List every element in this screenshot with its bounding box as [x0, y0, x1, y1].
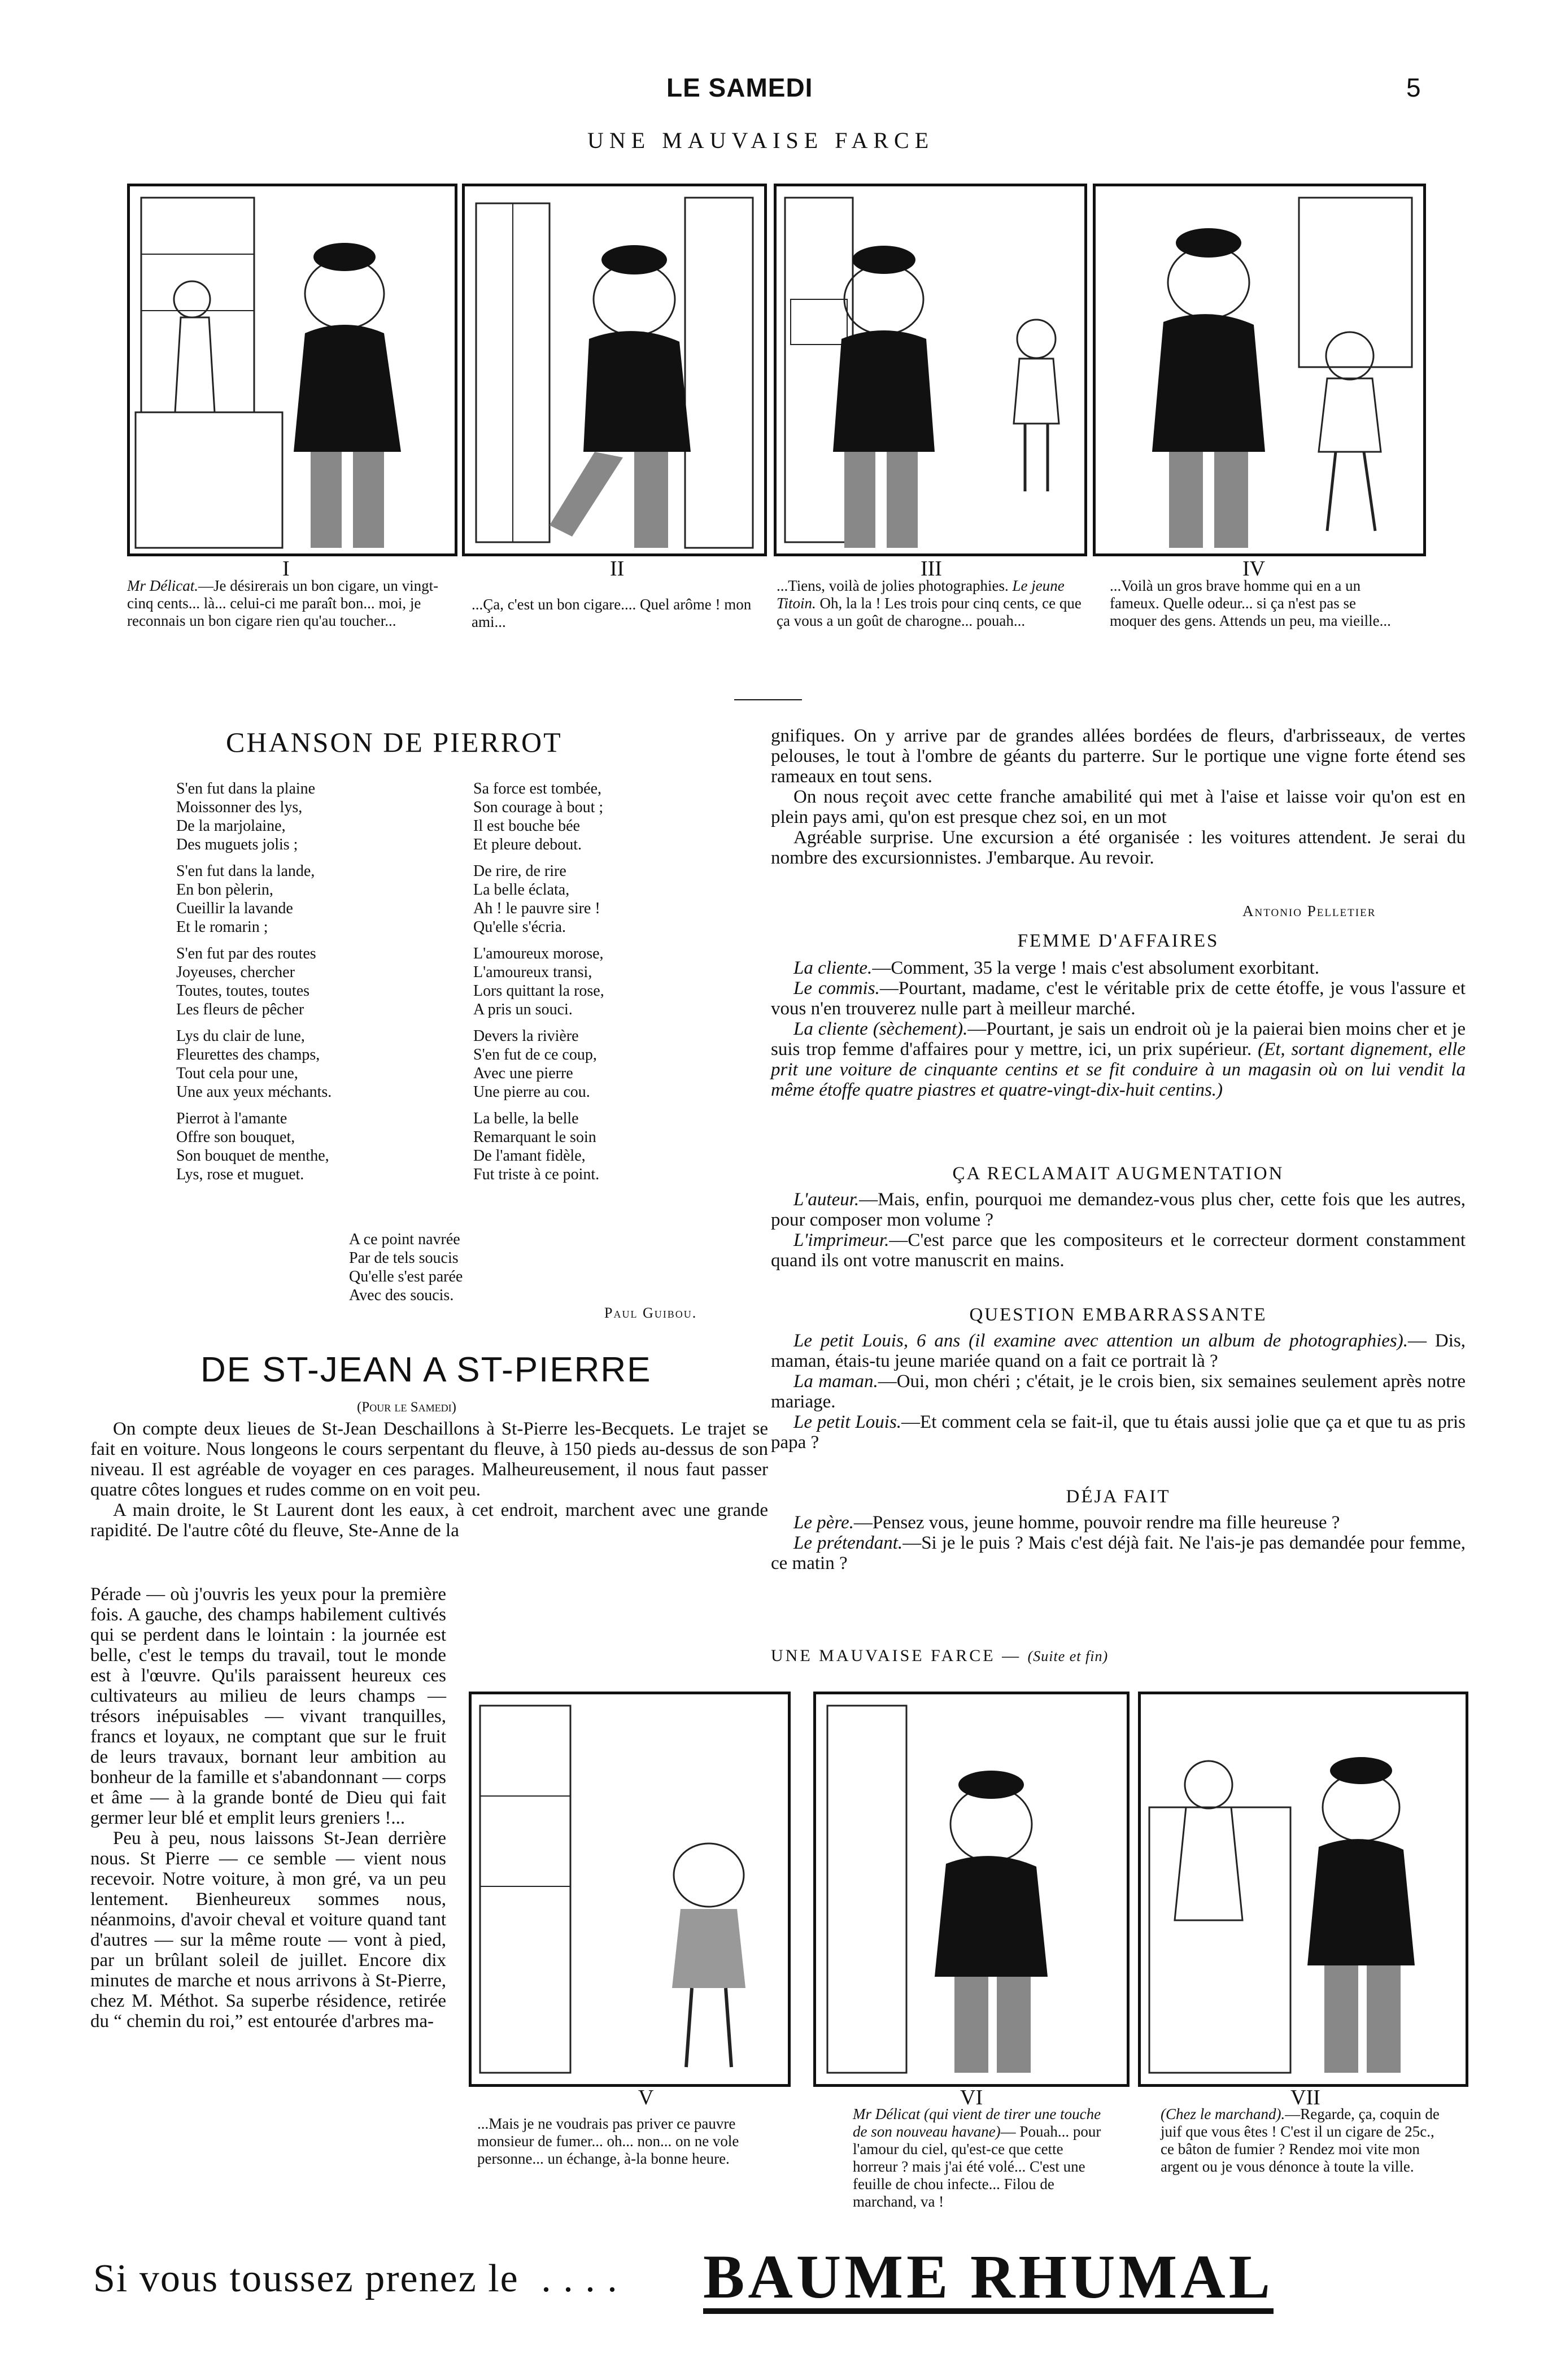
stjean-paragraph-4: On nous reçoit avec cette franche amabilité qui met à l'aise et laisse voir qu'on est en plein pays ami, qu'on est presque chez soi, en un mot: [771, 787, 1466, 827]
poem-line: Lors quittant la rose,: [473, 982, 604, 1000]
poem-line: Cueillir la lavande: [176, 900, 293, 917]
comic-strip-2-title: [771, 1646, 1108, 1666]
femme-line: [771, 1019, 1466, 1100]
poem-line: Toutes, toutes, toutes: [176, 982, 310, 1000]
poem-line: Son courage à bout ;: [473, 799, 604, 816]
advert-tagline: [93, 2256, 618, 2301]
femme-text: —Comment, 35 la verge ! mais c'est absolument exorbitant.: [872, 958, 1319, 978]
panel-6-speaker: Mr Délicat (qui vient de tirer une touche de son nouveau havane): [853, 2106, 1101, 2140]
ca-title: ÇA RECLAMAIT AUGMENTATION: [952, 1163, 1284, 1184]
femme-title: FEMME D'AFFAIRES: [1017, 931, 1219, 951]
ca-speaker: L'imprimeur.: [793, 1230, 889, 1250]
panel-4-caption: ...Voilà un gros brave homme qui en a un fameux. Quelle odeur... si ça n'est pas se moquer des gens. Attends un peu, ma vieille...: [1110, 577, 1391, 629]
poem-line: L'amoureux morose,: [473, 945, 604, 962]
femme-line: [771, 958, 1466, 978]
poem-line: Les fleurs de pêcher: [176, 1001, 304, 1018]
femme-dialogue: [771, 958, 1466, 1100]
question-title: QUESTION EMBARRASSANTE: [969, 1305, 1267, 1325]
poem-line: Et le romarin ;: [176, 918, 268, 936]
chanson-author: Paul Guibou.: [604, 1305, 697, 1321]
question-line: [771, 1371, 1466, 1412]
poem-line: Il est bouche bée: [473, 817, 580, 835]
panel-5-number: V: [638, 2086, 654, 2109]
chanson-col1-stanza: [176, 1027, 459, 1101]
stjean-paragraph-1: On compte deux lieues de St-Jean Deschaillons à St-Pierre les-Becquets. Le trajet se fait en voiture. Nous longeons le cours serpentant du fleuve, à 150 pieds au-dessus de son niveau. Il est agréable de voyager en ces parages. Malheureusement, il nous faut passer quatre côtes longues et rudes comme on en voit peu.: [90, 1419, 768, 1500]
chanson-col1-stanza: [176, 944, 459, 1019]
panel-3-text-b: Oh, la la ! Les trois pour cinq cents, ce que ça vous a un goût de charogne... pouah...: [777, 595, 1082, 629]
comic-panel-5: [469, 1692, 791, 2087]
comic-panel-7: [1138, 1692, 1468, 2087]
deja-speaker: Le père.: [793, 1512, 854, 1533]
page-number: 5: [1406, 73, 1421, 102]
poem-line: S'en fut par des routes: [176, 945, 316, 962]
comic-strip-2-title-text: UNE MAUVAISE FARCE —: [771, 1646, 1022, 1665]
ca-text: —C'est parce que les compositeurs et le correcteur dorment constamment quand ils ont votre manuscrit en mains.: [771, 1230, 1466, 1271]
poem-line: A ce point navrée: [349, 1231, 460, 1248]
poem-line: L'amoureux transi,: [473, 964, 592, 981]
poem-line: De rire, de rire: [473, 862, 566, 880]
femme-line: [771, 978, 1466, 1019]
poem-line: Par de tels soucis: [349, 1249, 459, 1267]
femme-text: —Pourtant, madame, c'est le véritable prix de cette étoffe, je vous l'assure et vous n'en trouverez nulle part à meilleur marché.: [771, 978, 1466, 1019]
comic-panel-6: [813, 1692, 1130, 2087]
question-line: [771, 1412, 1466, 1453]
ca-dialogue: [771, 1189, 1466, 1271]
panel-3-speaker: Le jeune Titoin.: [777, 577, 1065, 612]
ca-speaker: L'auteur.: [793, 1189, 860, 1210]
poem-line: Une pierre au cou.: [473, 1083, 590, 1101]
comic-panel-2-illustration: [465, 186, 764, 553]
panel-1-text: —Je désirerais un bon cigare, un vingt-cinq cents... là... celui-ci me paraît bon... moi, je reconnais un bon cigare rien qu'au toucher...: [127, 577, 439, 629]
advert-brand: BAUME RHUMAL: [703, 2245, 1274, 2314]
comic-panel-4-illustration: [1096, 186, 1423, 553]
stjean-narrow-column: [90, 1584, 446, 2032]
poem-line: Fleurettes des champs,: [176, 1046, 320, 1063]
chanson-final-stanza: [349, 1230, 575, 1305]
deja-text: —Si je le puis ? Mais c'est déjà fait. Ne l'ais-je pas demandée pour femme, ce matin ?: [771, 1533, 1466, 1573]
stjean-right-continuation: gnifiques. On y arrive par de grandes allées bordées de fleurs, d'arbrisseaux, de vertes pelouses, le tout à l'ombre de géants du parterre. Sur le portique une vigne forte étend ses rameaux en tout sens.: [771, 726, 1466, 787]
deja-line: [771, 1533, 1466, 1573]
panel-3-caption: [777, 577, 1082, 630]
femme-text: —Pourtant, je sais un endroit où je la paierai bien moins cher et je suis trop femme d'affaires pour y mettre, ici, un prix supérieur.: [771, 1019, 1466, 1060]
panel-7-caption: [1161, 2106, 1449, 2176]
question-text: — Dis, maman, étais-tu jeune mariée quand on a fait ce portrait là ?: [771, 1331, 1466, 1371]
panel-3-text-a: ...Tiens, voilà de jolies photographies.: [777, 577, 1009, 594]
poem-line: Pierrot à l'amante: [176, 1110, 287, 1127]
chanson-column-2: [473, 779, 756, 1192]
deja-title: DÉJA FAIT: [1066, 1487, 1171, 1507]
comic-panel-2: [462, 184, 767, 556]
advert-tagline-text: Si vous toussez prenez le: [93, 2257, 519, 2300]
question-line: [771, 1331, 1466, 1371]
poem-line: Sa force est tombée,: [473, 780, 602, 797]
comic-panel-5-illustration: [472, 1694, 788, 2084]
poem-line: S'en fut dans la lande,: [176, 862, 315, 880]
chanson-col2-stanza: [473, 862, 756, 936]
stjean-paragraph-5: Agréable surprise. Une excursion a été organisée : les voitures attendent. Je serai du nombre des excursionnistes. J'embarque. Au revoir.: [771, 827, 1466, 868]
question-text: —Et comment cela se fait-il, que tu étais aussi jolie que ça et que tu as pris papa ?: [771, 1412, 1466, 1453]
poem-line: S'en fut de ce coup,: [473, 1046, 597, 1063]
femme-stage-direction: (Et, sortant dignement, elle prit une voiture de cinquante centins et se fit conduire à un magasin où on lui vendit la même étoffe quatre piastres et quatre-vingt-dix-huit centins.): [771, 1039, 1466, 1100]
poem-line: S'en fut dans la plaine: [176, 780, 316, 797]
poem-line: Ah ! le pauvre sire !: [473, 900, 600, 917]
poem-line: Offre son bouquet,: [176, 1128, 295, 1146]
poem-line: De l'amant fidèle,: [473, 1147, 586, 1165]
panel-7-speaker: (Chez le marchand).: [1161, 2106, 1285, 2122]
panel-6-caption: [853, 2106, 1107, 2211]
chanson-col2-stanza: [473, 1109, 756, 1184]
panel-1-caption: [127, 577, 452, 630]
poem-line: Une aux yeux méchants.: [176, 1083, 332, 1101]
comic-strip-title: UNE MAUVAISE FARCE: [587, 128, 935, 153]
chanson-final-stanza: [349, 1230, 575, 1313]
advert-dots: . . . .: [541, 2257, 618, 2300]
poem-line: De la marjolaine,: [176, 817, 286, 835]
poem-line: A pris un souci.: [473, 1001, 573, 1018]
stjean-paragraph-3: Peu à peu, nous laissons St-Jean derrière nous. St Pierre — ce semble — vient nous recevoir. Notre voiture, à mon gré, va un peu lentement. Bienheureux sommes nous, néanmoins, d'avoir cheval et voiture quand tant d'autres — sur la même route — vont à pied, par un brûlant soleil de juillet. Encore dix minutes de marche et nous arrivons à St-Pierre, chez M. Méthot. Sa superbe résidence, retirée du “ chemin du roi,” est entourée d'arbres ma-: [90, 1828, 446, 2032]
comic-panel-4: [1093, 184, 1426, 556]
poem-line: Lys, rose et muguet.: [176, 1166, 304, 1183]
comic-panel-6-illustration: [816, 1694, 1127, 2084]
comic-panel-1: [127, 184, 457, 556]
poem-line: Qu'elle s'écria.: [473, 918, 566, 936]
comic-strip-2-title-suffix: (Suite et fin): [1027, 1648, 1109, 1664]
poem-line: Avec des soucis.: [349, 1287, 454, 1304]
ca-line: [771, 1189, 1466, 1230]
right-column-continuation: [771, 726, 1466, 868]
chanson-column-1: [176, 779, 459, 1192]
panel-5-caption: ...Mais je ne voudrais pas priver ce pauvre monsieur de fumer... oh... non... on ne vole personne... un échange, à-la bonne heure.: [477, 2115, 739, 2167]
stjean-author: Antonio Pelletier: [1242, 903, 1376, 919]
panel-4-number: IV: [1242, 557, 1266, 581]
section-divider: [734, 699, 802, 700]
comic-panel-7-illustration: [1141, 1694, 1466, 2084]
stjean-paragraph-2-cont: Pérade — où j'ouvris les yeux pour la première fois. A gauche, des champs habilement cultivés qui se perdent dans le lointain : la journée est belle, c'est le temps du travail, tout le monde est à l'œuvre. Qu'ils paraissent heureux ces cultivateurs au milieu de leurs champs — trésors inépuisables — vivant tranquilles, francs et loyaux, ne comptant que sur le fruit de leurs travaux, bornant leur ambition au bonheur de la famille et s'abandonnant — corps et âme — à la grande bonté de Dieu qui fait germer leur blé et emplit leurs greniers !...: [90, 1584, 446, 1828]
question-dialogue: [771, 1331, 1466, 1453]
stjean-paragraph-2: A main droite, le St Laurent dont les eaux, à cet endroit, marchent avec une grande rapidité. De l'autre côté du fleuve, Ste-Anne de la: [90, 1500, 768, 1541]
poem-line: Lys du clair de lune,: [176, 1027, 305, 1045]
panel-3-number: III: [921, 557, 942, 581]
ca-line: [771, 1230, 1466, 1271]
poem-line: Joyeuses, chercher: [176, 964, 295, 981]
panel-7-text: —Regarde, ça, coquin de juif que vous êtes ! C'est il un cigare de 25c., ce bâton de fumier ? Rendez moi vite mon argent ou je vous dénonce à toute la ville.: [1161, 2106, 1440, 2175]
poem-line: Devers la rivière: [473, 1027, 579, 1045]
question-speaker: La maman.: [793, 1371, 878, 1392]
page-header-title: LE SAMEDI: [666, 73, 813, 102]
femme-speaker: Le commis.: [793, 978, 880, 999]
panel-6-text: — Pouah... pour l'amour du ciel, qu'est-ce que cette horreur ? mais j'ai été volé... C'est une feuille de chou infecte... Filou de marchand, va !: [853, 2123, 1101, 2210]
poem-line: Moissonner des lys,: [176, 799, 303, 816]
chanson-col1-stanza: [176, 1109, 459, 1184]
question-speaker: Le petit Louis, 6 ans (il examine avec attention un album de photographies).: [793, 1331, 1408, 1351]
panel-1-number: I: [282, 557, 290, 581]
chanson-col2-stanza: [473, 1027, 756, 1101]
poem-line: La belle éclata,: [473, 881, 570, 899]
stjean-intro: [90, 1419, 768, 1541]
poem-line: Avec une pierre: [473, 1065, 573, 1082]
poem-line: Tout cela pour une,: [176, 1065, 298, 1082]
panel-6-number: VI: [960, 2086, 983, 2109]
deja-dialogue: [771, 1512, 1466, 1573]
femme-speaker: La cliente (sèchement).: [793, 1019, 968, 1039]
poem-line: La belle, la belle: [473, 1110, 579, 1127]
question-text: —Oui, mon chéri ; c'était, je le crois bien, six semaines seulement après notre mariage.: [771, 1371, 1466, 1412]
chanson-col1-stanza: [176, 779, 459, 854]
deja-speaker: Le prétendant.: [793, 1533, 903, 1553]
poem-line: Son bouquet de menthe,: [176, 1147, 329, 1165]
chanson-title: CHANSON DE PIERROT: [226, 726, 562, 758]
panel-1-speaker: Mr Délicat.: [127, 577, 198, 594]
poem-line: Fut triste à ce point.: [473, 1166, 600, 1183]
comic-panel-3-illustration: [777, 186, 1084, 553]
comic-panel-1-illustration: [130, 186, 455, 553]
ca-text: —Mais, enfin, pourquoi me demandez-vous plus cher, cette fois que les autres, pour composer mon volume ?: [771, 1189, 1466, 1230]
panel-7-number: VII: [1290, 2086, 1320, 2109]
poem-line: Remarquant le soin: [473, 1128, 596, 1146]
comic-panel-3: [774, 184, 1087, 556]
poem-line: Des muguets jolis ;: [176, 836, 298, 853]
poem-line: Qu'elle s'est parée: [349, 1268, 463, 1285]
chanson-col2-stanza: [473, 944, 756, 1019]
poem-line: Et pleure debout.: [473, 836, 582, 853]
panel-2-caption: ...Ça, c'est un bon cigare.... Quel arôme ! mon ami...: [472, 596, 752, 630]
femme-speaker: La cliente.: [793, 958, 873, 978]
chanson-col1-stanza: [176, 862, 459, 936]
panel-2-number: II: [610, 557, 625, 581]
deja-line: [771, 1512, 1466, 1533]
chanson-col2-stanza: [473, 779, 756, 854]
stjean-title: DE ST-JEAN A ST-PIERRE: [200, 1350, 652, 1389]
stjean-subtitle: (Pour le Samedi): [357, 1400, 456, 1415]
poem-line: En bon pèlerin,: [176, 881, 273, 899]
question-speaker: Le petit Louis.: [793, 1412, 902, 1432]
deja-text: —Pensez vous, jeune homme, pouvoir rendre ma fille heureuse ?: [853, 1512, 1340, 1533]
